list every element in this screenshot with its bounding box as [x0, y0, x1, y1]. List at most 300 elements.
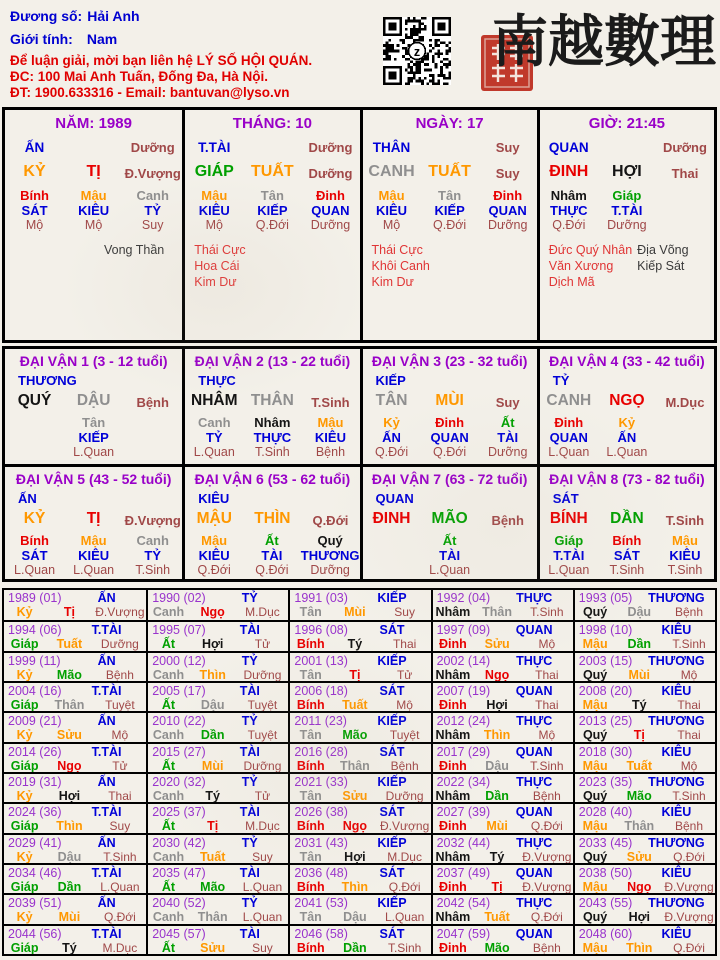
pillar-day — [360, 110, 537, 340]
year-age-label: 2029 (41) — [8, 835, 62, 850]
year-stage-label: T.Sinh — [672, 637, 706, 651]
neutral-stars-list — [104, 242, 182, 258]
gender-label: Giới tính: — [10, 31, 73, 47]
year-age-label: 2027 (39) — [436, 805, 491, 820]
year-cell-1999 — [4, 651, 146, 681]
pillar-title: NĂM: 1989 — [55, 115, 132, 132]
year-branch-label: Thân — [54, 698, 85, 712]
year-cell-top-row — [290, 896, 430, 910]
hidden-stem-cell — [185, 188, 243, 233]
year-god-label: KIÊU — [661, 744, 692, 759]
year-branch-label: Thân — [339, 758, 370, 772]
hidden-god-label: KIÊU — [198, 548, 230, 563]
pillar-hour — [537, 110, 714, 340]
year-stage-label: Thai — [535, 667, 559, 681]
year-cell-bottom-row — [4, 789, 146, 802]
dai-van-god-label: KIÊU — [198, 491, 230, 506]
year-age-label: 2008 (20) — [578, 684, 633, 698]
hidden-stage-label: Dưỡng — [310, 563, 350, 577]
year-cell-top-row — [433, 591, 573, 605]
hidden-god-label: KIẾP — [257, 203, 288, 218]
year-age-label: 2045 (57) — [152, 926, 206, 941]
year-god-label: QUAN — [515, 623, 553, 638]
year-god-label: THỰC — [516, 653, 553, 668]
year-god-label: THỰC — [516, 591, 553, 605]
hidden-stem-cell — [64, 533, 123, 578]
star-label: Thái Cực — [194, 243, 246, 257]
hidden-stem-label: Canh — [136, 188, 169, 203]
dai-van-stem-row — [363, 510, 537, 528]
year-age-label: 2017 (29) — [436, 744, 491, 759]
year-cell-2046 — [288, 924, 430, 954]
hidden-stem-label: Nhâm — [254, 415, 291, 430]
hidden-stage-label: L.Quan — [73, 563, 115, 577]
dai-van-stem-label: ĐINH — [372, 510, 411, 527]
year-stem-label: Tân — [299, 667, 322, 681]
year-stage-label: Q.Đới — [673, 940, 705, 954]
pillar-branch-label: TỊ — [86, 163, 101, 180]
year-stem-label: Ất — [161, 940, 176, 954]
hidden-god-label: TỶ — [144, 548, 161, 563]
neutral-stars-list — [637, 242, 714, 290]
hidden-stage-label: Mộ — [84, 218, 103, 232]
pillar-stage-label: Suy — [495, 166, 520, 181]
hidden-stem-cell — [64, 415, 123, 460]
hidden-stage-label: Q.Đới — [255, 218, 289, 232]
year-cell-top-row — [433, 927, 573, 941]
year-branch-label: Dậu — [343, 910, 367, 924]
year-branch-label: Mão — [484, 940, 510, 954]
year-cell-bottom-row — [4, 880, 146, 893]
year-cell-top-row — [148, 684, 288, 698]
year-cell-2006 — [288, 681, 430, 711]
neutral-stars-list — [283, 242, 360, 290]
year-cell-bottom-row — [4, 819, 146, 832]
hidden-god-label: QUAN — [311, 203, 350, 218]
hidden-stem-cell — [479, 188, 537, 233]
year-cell-bottom-row — [290, 637, 430, 650]
year-cell-top-row — [290, 684, 430, 698]
hidden-stage-label: L.Quan — [548, 445, 590, 459]
hidden-stem-cell — [656, 533, 714, 578]
year-branch-label: Mão — [56, 667, 82, 681]
year-stage-label: Q.Đới — [103, 910, 136, 924]
year-cell-bottom-row — [4, 759, 146, 772]
year-branch-label: Mùi — [344, 605, 366, 619]
hidden-stem-cell — [421, 188, 479, 233]
hidden-stage-label: L.Quan — [548, 563, 590, 577]
year-god-label: T.TÀI — [91, 866, 122, 880]
dai-van-title: ĐẠI VẬN 3 (23 - 32 tuổi) — [371, 353, 528, 369]
hidden-stage-label: Dưỡng — [607, 218, 647, 232]
dai-van-7 — [360, 464, 537, 579]
year-god-label: KIÊU — [661, 623, 692, 638]
hidden-stem-cell — [540, 533, 598, 578]
dai-van-8 — [537, 464, 714, 579]
year-cell-bottom-row — [148, 728, 288, 741]
star-label: Văn Xương — [548, 259, 614, 273]
spacer — [598, 140, 656, 155]
year-cell-2005 — [146, 681, 288, 711]
dai-van-stem-row — [540, 392, 714, 410]
year-stage-label: Dưỡng — [243, 758, 282, 772]
year-branch-label: Mão — [200, 880, 226, 894]
hidden-stage-label: Q.Đới — [552, 218, 586, 232]
year-stem-label: Ất — [161, 698, 176, 712]
year-cell-top-row — [433, 866, 573, 880]
year-branch-label: Tị — [349, 667, 361, 681]
year-age-label: 2043 (55) — [578, 896, 633, 911]
pillar-stem-row — [185, 163, 359, 181]
year-god-label: T.TÀI — [91, 805, 122, 820]
year-cell-2019 — [4, 772, 146, 802]
dai-van-1 — [5, 349, 182, 464]
year-cell-bottom-row — [290, 910, 430, 923]
gender-value: Nam — [86, 31, 118, 47]
year-cell-bottom-row — [148, 910, 288, 923]
year-god-label: TÀI — [239, 744, 260, 759]
hidden-stem-label: Đinh — [316, 188, 345, 203]
year-branch-label: Mùi — [628, 667, 651, 681]
year-cell-top-row — [148, 896, 288, 910]
year-stem-label: Quý — [582, 849, 608, 863]
year-age-label: 2007 (19) — [436, 684, 491, 698]
hidden-stem-cell — [363, 188, 421, 233]
hidden-stage-label: Mộ — [382, 218, 401, 232]
hidden-god-label: THỰC — [550, 203, 588, 218]
year-age-label: 2010 (22) — [152, 714, 206, 729]
hidden-stem-cell-empty — [363, 533, 421, 578]
dai-van-2 — [182, 349, 359, 464]
year-stage-label: Đ.Vượng — [522, 849, 572, 863]
pillar-god-label: QUAN — [548, 140, 589, 155]
year-stem-label: Quý — [582, 910, 608, 924]
subject-name-label: Đương số: — [10, 8, 83, 24]
year-branch-label: Tị — [63, 605, 75, 619]
hidden-stems-row — [363, 533, 537, 578]
year-cell-top-row — [433, 714, 573, 728]
year-stage-label: Tử — [396, 667, 413, 681]
year-stage-label: Bệnh — [675, 605, 704, 619]
dai-van-stage-label: T.Sinh — [665, 513, 705, 528]
pillar-stem-row — [363, 163, 537, 181]
annual-luck-grid — [2, 588, 717, 956]
year-stem-label: Kỷ — [16, 910, 33, 924]
year-stem-label: Canh — [152, 910, 185, 924]
star-label: Thái Cực — [371, 243, 423, 257]
year-age-label: 1994 (06) — [8, 623, 62, 638]
year-stem-label: Tân — [299, 849, 322, 863]
dai-van-branch-label: DẬU — [76, 392, 111, 409]
year-age-label: 2006 (18) — [294, 684, 348, 698]
year-age-label: 2037 (49) — [436, 866, 491, 880]
hidden-stems-row — [363, 415, 537, 460]
hidden-god-label: ẤN — [617, 430, 637, 445]
year-stem-label: Mậu — [582, 758, 608, 772]
hidden-god-label: KIÊU — [78, 548, 110, 563]
pillar-god-label: ẤN — [24, 140, 45, 155]
dai-van-branch-label: DẦN — [610, 510, 644, 527]
year-god-label: TÀI — [239, 684, 260, 698]
star-label: Dịch Mã — [548, 275, 595, 289]
year-god-label: TÀI — [239, 623, 260, 638]
year-cell-2036 — [288, 863, 430, 893]
year-god-label: KIẾP — [377, 714, 407, 729]
hidden-stem-label: Giáp — [612, 188, 642, 203]
year-stage-label: Đ.Vượng — [380, 819, 430, 833]
hidden-stems-row — [185, 533, 359, 578]
year-cell-bottom-row — [575, 850, 715, 863]
year-cell-2038 — [573, 863, 715, 893]
year-age-label: 2011 (23) — [294, 714, 347, 729]
dai-van-stage-label: Bệnh — [491, 513, 524, 528]
hidden-stage-label: T.Sinh — [609, 563, 645, 577]
year-age-label: 2042 (54) — [436, 896, 491, 911]
year-branch-label: Thìn — [483, 728, 511, 742]
year-age-label: 1998 (10) — [578, 623, 633, 638]
pillar-stem-label: GIÁP — [194, 163, 234, 180]
year-stem-label: Bính — [296, 637, 325, 651]
dai-van-god-label: SÁT — [552, 491, 579, 506]
year-cell-2025 — [146, 802, 288, 832]
year-cell-bottom-row — [290, 605, 430, 619]
year-cell-bottom-row — [4, 605, 146, 619]
calligraphy-char: 越 — [548, 9, 604, 75]
year-god-label: THƯƠNG — [648, 591, 705, 605]
year-branch-label: Dần — [485, 789, 509, 803]
year-branch-label: Ngọ — [342, 819, 368, 833]
pillar-branch-label: HỢI — [612, 163, 642, 180]
year-god-label: TỶ — [241, 714, 258, 729]
calligraphy-char: 南 — [492, 9, 548, 75]
year-branch-label: Tị — [633, 728, 645, 742]
year-age-label: 2030 (42) — [152, 835, 206, 850]
spacer — [421, 140, 479, 155]
year-stem-label: Giáp — [10, 819, 39, 833]
hidden-god-label: SÁT — [21, 203, 48, 218]
year-branch-label: Hợi — [344, 849, 366, 863]
hidden-stem-cell-empty — [656, 415, 714, 460]
year-god-label: SÁT — [379, 805, 405, 820]
year-stem-label: Bính — [296, 880, 325, 894]
year-god-label: THỰC — [516, 775, 553, 789]
hidden-stem-label: Ất — [500, 415, 515, 430]
year-stage-label: Suy — [252, 940, 273, 954]
year-cell-bottom-row — [148, 850, 288, 863]
year-stage-label: Q.Đới — [673, 849, 705, 863]
hidden-stage-label: Q.Đới — [433, 218, 467, 232]
hidden-stem-cell — [5, 188, 64, 233]
year-cell-bottom-row — [290, 759, 430, 772]
year-cell-2001 — [288, 651, 430, 681]
year-cell-2032 — [431, 833, 573, 863]
year-stem-label: Ất — [161, 819, 176, 833]
subject-name: Hải Anh — [87, 8, 140, 24]
year-branch-label: Thân — [197, 910, 228, 924]
year-branch-label: Ngọ — [57, 758, 82, 772]
neutral-stars-list — [460, 242, 537, 290]
hidden-stem-cell-empty — [656, 188, 714, 233]
year-god-label: T.TÀI — [91, 744, 122, 759]
year-stage-label: T.Sinh — [530, 605, 564, 619]
year-stem-label: Tân — [299, 910, 322, 924]
year-branch-label: Tý — [205, 789, 220, 803]
year-branch-label: Tuất — [626, 758, 652, 772]
qr-code-icon — [383, 17, 451, 85]
year-god-label: ẤN — [97, 775, 116, 789]
dai-van-god-label: KIẾP — [375, 373, 406, 388]
year-cell-bottom-row — [433, 605, 573, 619]
year-cell-top-row — [290, 836, 430, 850]
year-god-label: T.TÀI — [91, 623, 122, 638]
hidden-stem-cell — [598, 533, 656, 578]
year-stage-label: M.Dục — [245, 819, 280, 833]
year-cell-bottom-row — [433, 728, 573, 741]
year-god-label: T.TÀI — [91, 926, 122, 941]
year-age-label: 2001 (13) — [294, 653, 348, 668]
hidden-god-label: KIÊU — [78, 203, 110, 218]
year-cell-bottom-row — [4, 637, 146, 650]
year-cell-2024 — [4, 802, 146, 832]
hidden-god-label: TỶ — [144, 203, 161, 218]
year-cell-top-row — [290, 805, 430, 819]
dai-van-stem-label: MẬU — [196, 510, 232, 527]
year-god-label: KIÊU — [661, 866, 692, 880]
year-stage-label: Q.Đới — [530, 910, 563, 924]
year-god-label: TỶ — [241, 835, 258, 850]
year-cell-top-row — [433, 654, 573, 668]
hidden-stage-label: L.Quan — [14, 563, 56, 577]
hidden-stem-cell — [479, 415, 537, 460]
hidden-stage-label: L.Quan — [73, 445, 115, 459]
year-stage-label: M.Dục — [387, 849, 422, 863]
year-age-label: 2034 (46) — [8, 866, 62, 880]
year-branch-label: Mùi — [58, 910, 81, 924]
year-cell-top-row — [575, 896, 715, 910]
year-cell-top-row — [290, 623, 430, 637]
year-god-label: QUAN — [515, 744, 553, 759]
year-branch-label: Tuất — [199, 849, 226, 863]
hidden-stem-label: Mậu — [201, 533, 228, 548]
year-age-label: 2025 (37) — [152, 805, 206, 820]
year-god-label: THỰC — [516, 714, 553, 729]
year-cell-top-row — [433, 623, 573, 637]
year-stem-label: Đinh — [439, 758, 467, 772]
year-cell-2044 — [4, 924, 146, 954]
dai-van-branch-label: MÙI — [435, 392, 464, 409]
hidden-stem-label: Mậu — [201, 188, 228, 203]
dai-van-branch-label: THÂN — [250, 392, 294, 409]
pillar-stage-label: Dưỡng — [308, 166, 353, 181]
year-cell-bottom-row — [433, 850, 573, 863]
year-branch-label: Tuất — [484, 910, 510, 924]
year-age-label: 2012 (24) — [436, 714, 491, 729]
year-cell-bottom-row — [575, 789, 715, 802]
year-cell-top-row — [433, 775, 573, 789]
dai-van-3 — [360, 349, 537, 464]
hidden-stage-label: Mộ — [205, 218, 223, 232]
year-branch-label: Dần — [627, 637, 652, 651]
pillar-stars — [5, 242, 182, 258]
year-stage-label: M.Dục — [245, 605, 280, 619]
year-branch-label: Dậu — [57, 849, 82, 863]
year-cell-bottom-row — [433, 637, 573, 650]
pillar-stars — [185, 242, 359, 290]
year-stage-label: Suy — [109, 819, 131, 833]
hidden-stem-cell — [243, 188, 301, 233]
year-cell-bottom-row — [433, 759, 573, 772]
hidden-stem-cell — [421, 415, 479, 460]
year-stem-label: Mậu — [582, 940, 608, 954]
year-cell-2035 — [146, 863, 288, 893]
dai-van-title: ĐẠI VẬN 1 (3 - 12 tuổi) — [19, 353, 168, 369]
pillar-god-row — [363, 140, 537, 155]
hidden-stem-cell — [185, 533, 243, 578]
year-branch-label: Hợi — [486, 698, 508, 712]
year-cell-top-row — [290, 654, 430, 668]
hidden-stage-label: Bệnh — [315, 445, 346, 459]
year-branch-label: Dần — [57, 880, 82, 894]
year-god-label: SÁT — [379, 926, 405, 941]
year-stem-label: Giáp — [10, 940, 39, 954]
four-pillars-table — [2, 107, 717, 343]
year-branch-label: Sửu — [56, 728, 82, 742]
year-cell-top-row — [148, 623, 288, 637]
year-branch-label: Tý — [631, 698, 647, 712]
hidden-stem-cell — [598, 415, 656, 460]
contact-invite-line: Để luận giải, mời bạn liên hệ LÝ SỐ HỘI QUÁN. — [10, 53, 313, 68]
year-cell-bottom-row — [575, 605, 715, 619]
year-cell-top-row — [575, 836, 715, 850]
year-age-label: 2047 (59) — [436, 926, 491, 941]
year-age-label: 1997 (09) — [436, 623, 491, 638]
auspicious-stars-list — [185, 242, 282, 290]
year-branch-label: Dần — [343, 940, 367, 954]
year-stage-label: Tuyệt — [105, 698, 135, 712]
year-cell-top-row — [4, 805, 146, 819]
year-cell-top-row — [4, 654, 146, 668]
dai-van-stem-row — [185, 392, 359, 410]
year-stage-label: T.Sinh — [387, 940, 422, 954]
year-cell-top-row — [4, 623, 146, 637]
year-age-label: 2023 (35) — [578, 775, 633, 789]
dai-van-branch-label: NGỌ — [609, 392, 645, 409]
year-cell-top-row — [148, 866, 288, 880]
dai-van-stem-label: CANH — [546, 392, 592, 409]
year-stage-label: Thai — [535, 698, 559, 712]
year-god-label: KIẾP — [377, 775, 407, 789]
hidden-god-label: QUAN — [430, 430, 469, 445]
hidden-stage-label: Q.Đới — [255, 563, 289, 577]
gender-line — [10, 31, 117, 47]
year-cell-2002 — [431, 651, 573, 681]
pillar-god-row — [540, 140, 714, 155]
auspicious-stars-list — [540, 242, 637, 290]
year-age-label: 2015 (27) — [152, 744, 206, 759]
year-stem-label: Nhâm — [435, 849, 471, 863]
year-cell-bottom-row — [575, 728, 715, 741]
year-god-label: THƯƠNG — [648, 896, 705, 911]
year-cell-1994 — [4, 620, 146, 650]
dai-van-stem-label: NHÂM — [191, 392, 238, 409]
year-branch-label: Mùi — [201, 758, 224, 772]
dai-van-god-label: ẤN — [18, 491, 37, 506]
star-label: Đức Quý Nhân — [548, 243, 633, 257]
contact-phone-email-line: ĐT: 1900.633316 - Email: bantuvan@lyso.vn — [10, 85, 290, 100]
dai-van-god-label: TỶ — [552, 373, 570, 388]
year-cell-2041 — [288, 893, 430, 923]
dai-van-5 — [5, 464, 182, 579]
